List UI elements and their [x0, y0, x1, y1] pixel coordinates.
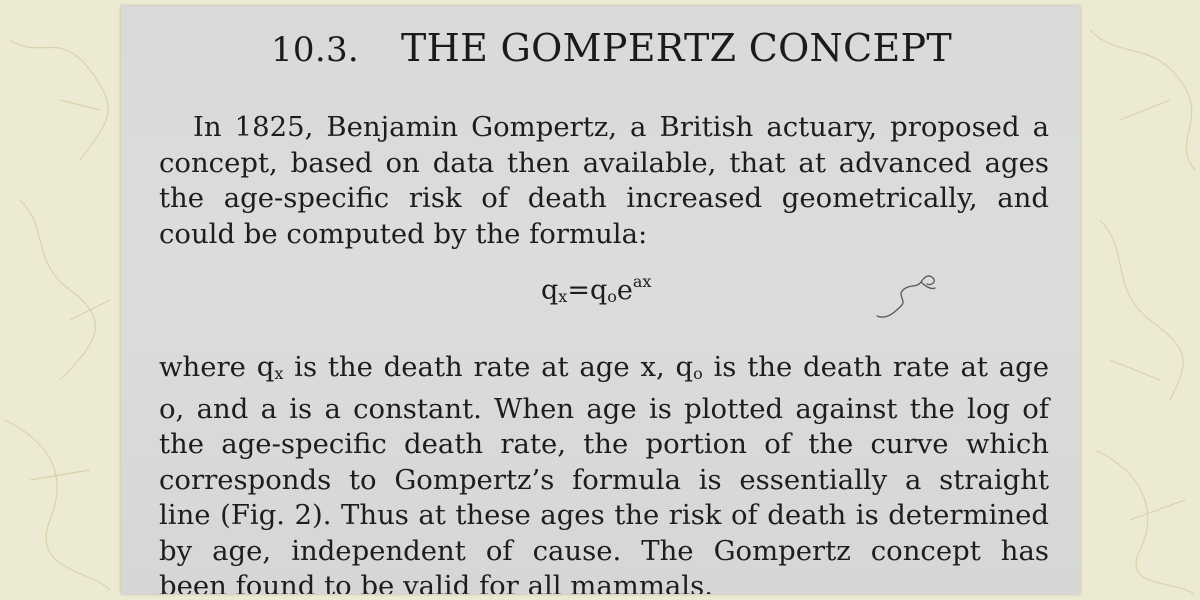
formula-lhs-subscript: x [558, 287, 568, 306]
text-line: the age-specific risk of death increased geometrically, and [159, 182, 1049, 214]
text-fragment: is the death rate at age [702, 351, 1049, 383]
subscript: o [693, 364, 703, 383]
text-line: In 1825, Benjamin Gompertz, a British actuary, proposed a [193, 111, 1049, 143]
text-fragment: is the death rate at age x, q [283, 351, 694, 383]
text-line: the age-specific death rate, the portion of the curve which [159, 428, 1049, 460]
section-heading [271, 26, 952, 70]
text-fragment: where q [159, 351, 275, 383]
subscript: x [274, 364, 284, 383]
section-title: THE GOMPERTZ CONCEPT [401, 26, 953, 70]
formula-rhs: q [589, 275, 608, 306]
formula-equals: = [567, 275, 590, 306]
formula-exp-base: e [616, 275, 633, 306]
text-line: been found to be valid for all mammals. [159, 570, 713, 594]
text-line: by age, independent of cause. The Gompertz concept has [159, 534, 1049, 567]
text-line: line (Fig. 2). Thus at these ages the risk of death is determined [159, 499, 1049, 531]
pencil-squiggle-mark [873, 266, 943, 322]
gompertz-formula [541, 272, 651, 306]
text-line: corresponds to Gompertz’s formula is essentially a straight [159, 463, 1049, 496]
paragraph-explanation [159, 350, 1049, 594]
text-line: o, and a is a constant. When age is plotted against the log of [159, 392, 1049, 425]
text-line [159, 350, 1049, 392]
text-line: concept, based on data then available, that at advanced ages [159, 146, 1049, 179]
formula-rhs-subscript: o [607, 287, 617, 306]
paragraph-intro [159, 110, 1049, 252]
formula-lhs: q [541, 275, 559, 306]
section-number: 10.3. [271, 30, 360, 70]
formula-exponent: ax [632, 272, 652, 291]
scanned-page [121, 6, 1080, 594]
text-line: could be computed by the formula: [159, 217, 648, 250]
